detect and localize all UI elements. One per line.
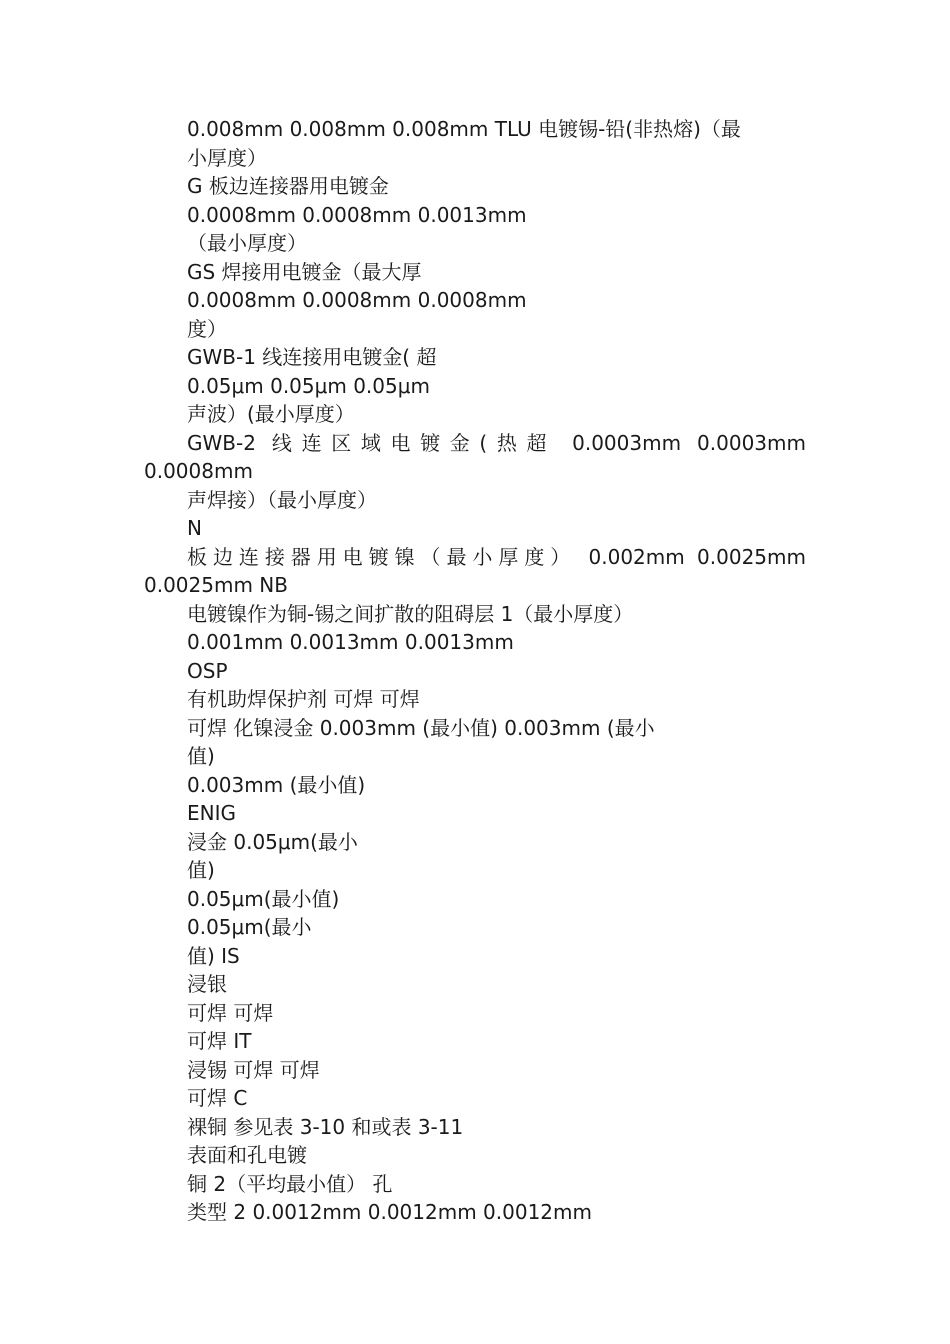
document-body-text: [144, 115, 806, 1227]
text-line: G 板边连接器用电镀金: [187, 174, 389, 198]
text-line: 0.001mm 0.0013mm 0.0013mm: [187, 630, 514, 654]
text-line: 表面和孔电镀: [187, 1143, 307, 1167]
text-line: ENIG: [187, 801, 236, 825]
text-line: 浸锡 可焊 可焊: [187, 1057, 320, 1082]
text-line: 可焊 可焊: [187, 1000, 274, 1025]
text-line: 值): [187, 744, 215, 768]
text-line: 0.05μm(最小: [187, 915, 312, 939]
text-line: 0.0008mm 0.0008mm 0.0008mm: [187, 288, 527, 312]
text-line-justified: GWB-2 线连区域电镀金(热超 0.0003mm 0.0003mm: [187, 430, 806, 455]
text-line: （最小厚度）: [187, 231, 307, 255]
text-line: N: [187, 516, 202, 540]
text-line-justified: 板边连接器用电镀镍（最小厚度） 0.002mm 0.0025mm: [187, 544, 806, 569]
text-line: 0.003mm (最小值): [187, 772, 366, 797]
text-line: 电镀镍作为铜-锡之间扩散的阻碍层 1（最小厚度）: [187, 601, 634, 626]
text-line: 度）: [187, 316, 227, 341]
text-line: 有机助焊保护剂 可焊 可焊: [187, 687, 420, 711]
text-line: 值): [187, 858, 215, 882]
text-line: 可焊 C: [187, 1086, 248, 1110]
text-line: GWB-1 线连接用电镀金( 超: [187, 345, 437, 369]
text-line: 声焊接）（最小厚度）: [187, 487, 377, 512]
text-line: 小厚度）: [187, 145, 267, 170]
text-line: 裸铜 参见表 3-10 和或表 3-11: [187, 1114, 464, 1139]
text-line: GS 焊接用电镀金（最大厚: [187, 259, 422, 284]
text-line: 0.008mm 0.008mm 0.008mm TLU 电镀锡-铅(非热熔)（最: [187, 117, 741, 141]
text-line: 声波）(最小厚度）: [187, 402, 355, 426]
text-line: 铜 2（平均最小值） 孔: [187, 1171, 393, 1196]
text-line: 浸金 0.05μm(最小: [187, 829, 358, 854]
text-line: 可焊 化镍浸金 0.003mm (最小值) 0.003mm (最小: [187, 715, 655, 740]
text-line: 0.05μm(最小值): [187, 886, 340, 911]
text-line: 可焊 IT: [187, 1029, 252, 1053]
text-line-continuation: 0.0008mm: [144, 459, 253, 483]
text-line: 值) IS: [187, 943, 240, 968]
text-line: 0.05μm 0.05μm 0.05μm: [187, 373, 430, 398]
text-line: 0.0008mm 0.0008mm 0.0013mm: [187, 202, 527, 227]
text-line: 类型 2 0.0012mm 0.0012mm 0.0012mm: [187, 1200, 592, 1224]
text-line: OSP: [187, 658, 228, 683]
text-line-continuation: 0.0025mm NB: [144, 573, 288, 597]
text-line: 浸银: [187, 972, 227, 996]
